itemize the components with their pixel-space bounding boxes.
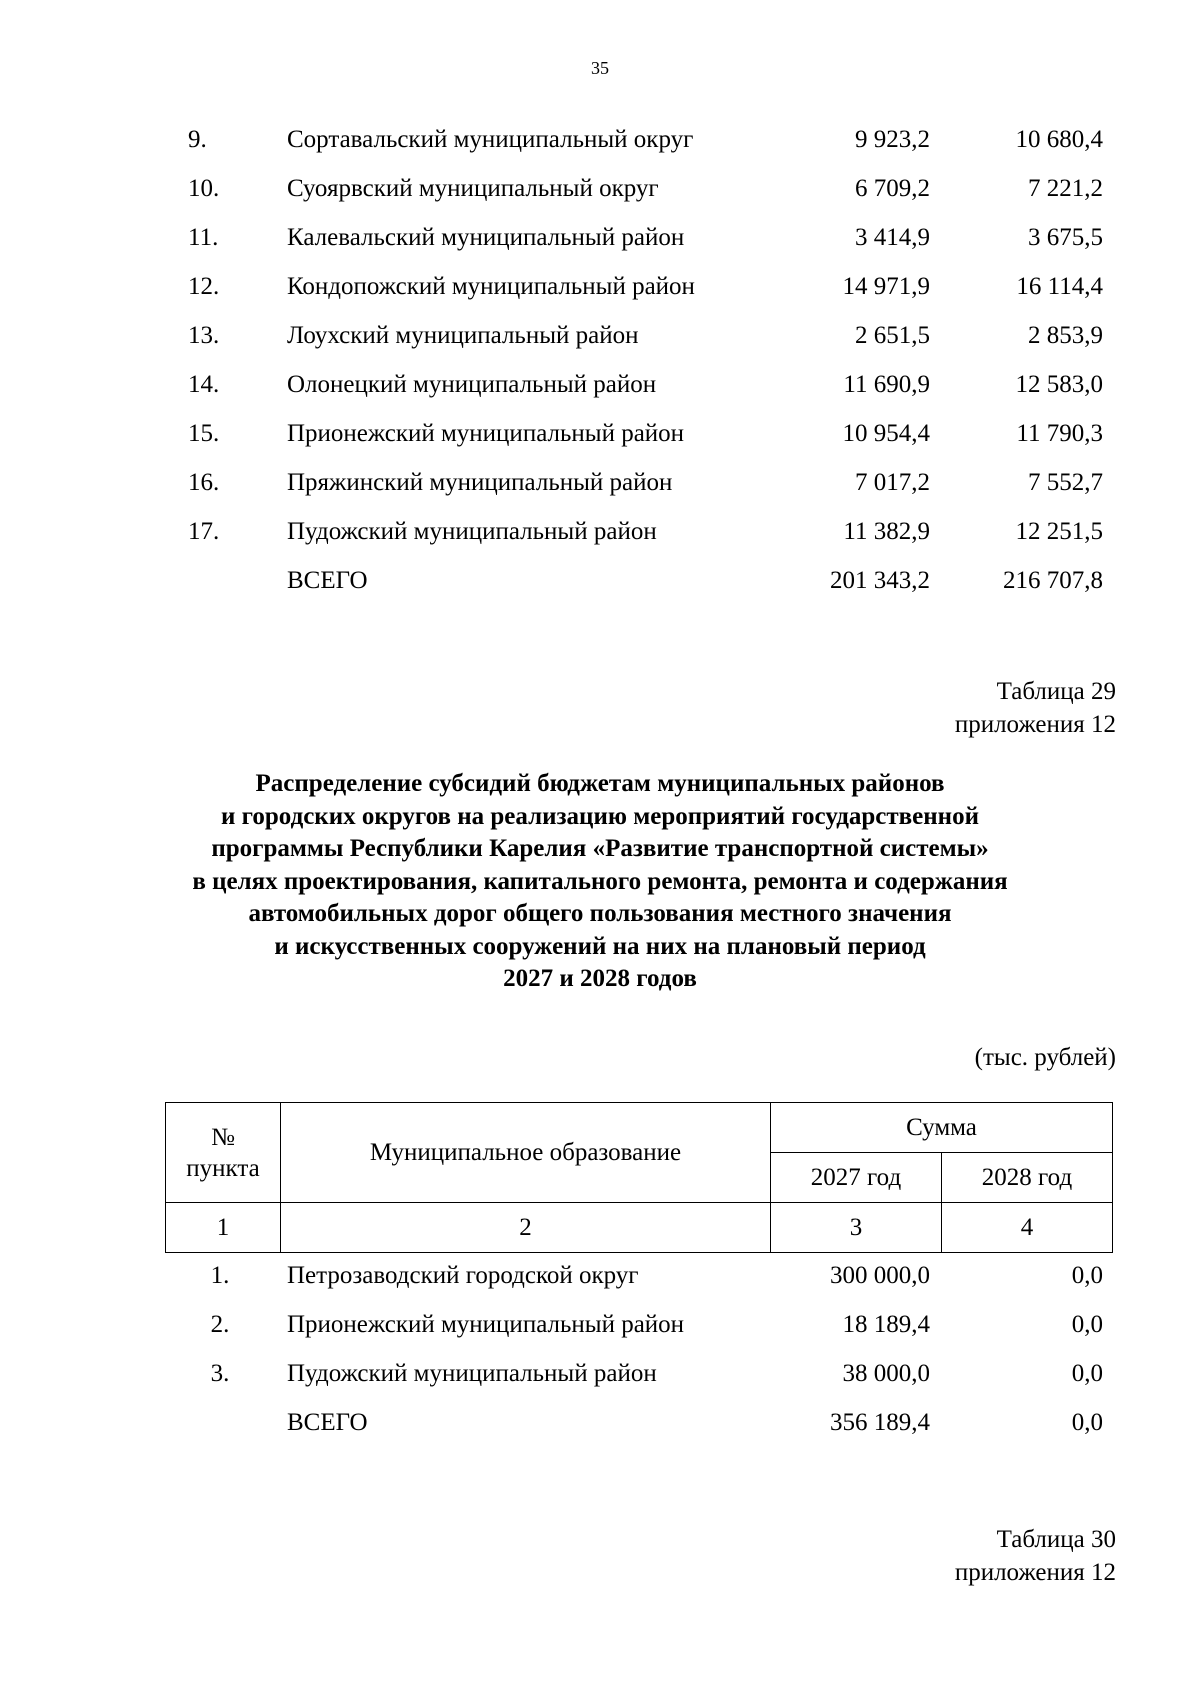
row-number: 3. [210,1360,230,1387]
total-2027: 201 343,2 [830,567,930,594]
value-2027: 3 414,9 [855,224,930,251]
table-29-caption [955,675,1116,741]
header-sum: Сумма [771,1103,1113,1153]
header-municipality: Муниципальное образование [281,1103,771,1203]
units-label: (тыс. рублей) [974,1044,1116,1071]
row-number: 12. [188,273,220,300]
header-col-3: 3 [771,1203,942,1253]
municipality-name: Калевальский муниципальный район [287,224,685,251]
header-num-cell [166,1103,281,1203]
row-number: 16. [188,469,220,496]
row-number: 1. [210,1262,230,1289]
header-num-sign: № [211,1123,235,1151]
page-number: 35 [591,58,609,78]
municipality-name: Олонецкий муниципальный район [287,371,657,398]
header-col-4: 4 [942,1203,1113,1253]
row-number: 15. [188,420,220,447]
municipality-name: Лоухский муниципальный район [287,322,639,349]
value-2028: 7 552,7 [1028,469,1103,496]
title-line: программы Республики Карелия «Развитие транспортной системы» [211,835,989,862]
value-2027: 7 017,2 [855,469,930,496]
header-year-2027: 2027 год [771,1153,942,1203]
total-2028: 216 707,8 [1003,567,1103,594]
header-col-1: 1 [166,1203,281,1253]
table-29-number: Таблица 29 [996,678,1116,705]
value-2028: 0,0 [1071,1311,1103,1338]
row-number: 11. [188,224,219,251]
title-line: автомобильных дорог общего пользования местного значения [248,900,952,927]
municipality-name: Кондопожский муниципальный район [287,273,695,300]
value-2028: 12 251,5 [1015,518,1103,545]
total-2027: 356 189,4 [830,1409,930,1436]
table-29-title [100,768,1100,996]
table-row [0,1354,1200,1394]
table-total-row [0,561,1200,601]
table-30-caption [955,1523,1116,1589]
value-2027: 9 923,2 [855,126,930,153]
table-row [0,120,1200,160]
value-2027: 14 971,9 [842,273,930,300]
municipality-name: Суоярвский муниципальный округ [287,175,659,202]
table-row [0,267,1200,307]
row-number: 10. [188,175,220,202]
value-2027: 11 382,9 [843,518,930,545]
header-num-label: пункта [186,1154,260,1182]
municipality-name: Пудожский муниципальный район [287,518,657,545]
row-number: 13. [188,322,220,349]
table-row [0,316,1200,356]
value-2028: 10 680,4 [1015,126,1103,153]
municipality-name: Сортавальский муниципальный округ [287,126,694,153]
value-2027: 2 651,5 [855,322,930,349]
title-line: и городских округов на реализацию мероприятий государственной [221,802,979,830]
total-2028: 0,0 [1071,1409,1103,1436]
table-row [0,1256,1200,1296]
row-number: 2. [210,1311,230,1338]
table-row [0,463,1200,503]
value-2027: 300 000,0 [830,1262,930,1289]
row-number: 17. [188,518,220,545]
table-row [0,414,1200,454]
table-row [0,365,1200,405]
table-30-appendix: приложения 12 [954,1559,1116,1586]
value-2028: 0,0 [1071,1262,1103,1289]
table-row [0,1305,1200,1345]
value-2027: 10 954,4 [842,420,930,447]
total-label: ВСЕГО [287,1409,368,1436]
value-2027: 38 000,0 [842,1360,930,1387]
value-2028: 2 853,9 [1028,322,1103,349]
table-total-row [0,1403,1200,1443]
table-row [0,218,1200,258]
value-2028: 7 221,2 [1028,175,1103,202]
header-col-2: 2 [281,1203,771,1253]
value-2028: 3 675,5 [1028,224,1103,251]
table-29-header [165,1102,1113,1253]
municipality-name: Петрозаводский городской округ [287,1262,639,1289]
value-2028: 16 114,4 [1016,273,1103,300]
municipality-name: Пряжинский муниципальный район [287,469,673,496]
municipality-name: Пудожский муниципальный район [287,1360,657,1387]
title-line: Распределение субсидий бюджетам муниципальных районов [255,770,945,797]
municipality-name: Прионежский муниципальный район [287,1311,685,1338]
table-row [0,512,1200,552]
value-2027: 6 709,2 [855,175,930,202]
value-2027: 11 690,9 [843,371,930,398]
table-row [0,169,1200,209]
title-line: и искусственных сооружений на них на плановый период [274,932,926,960]
title-line: в целях проектирования, капитального ремонта, ремонта и содержания [192,867,1008,895]
row-number: 9. [188,126,207,153]
value-2027: 18 189,4 [842,1311,930,1338]
header-year-2028: 2028 год [942,1153,1113,1203]
title-line: 2027 и 2028 годов [503,965,697,992]
total-label: ВСЕГО [287,567,368,594]
value-2028: 0,0 [1071,1360,1103,1387]
row-number: 14. [188,371,220,398]
value-2028: 12 583,0 [1015,371,1103,398]
municipality-name: Прионежский муниципальный район [287,420,685,447]
table-30-number: Таблица 30 [996,1526,1116,1553]
value-2028: 11 790,3 [1016,420,1103,447]
table-29-appendix: приложения 12 [954,711,1116,738]
